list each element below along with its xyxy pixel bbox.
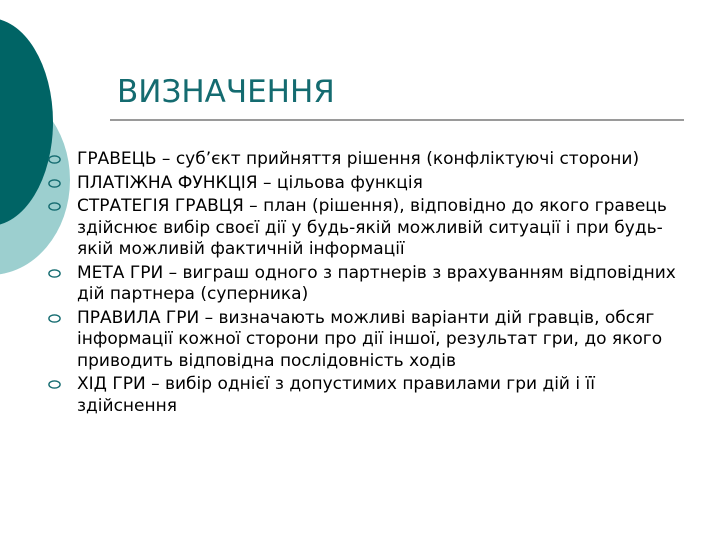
hollow-circle-bullet-icon — [48, 314, 61, 323]
hollow-circle-bullet-icon — [48, 155, 61, 164]
list-item-text: ПРАВИЛА ГРИ – визначають можливі варіанти дій гравців, обсяг інформації кожної сторони про дії іншої, результат гри, до якого приводить відповідна послідовність ходів — [77, 307, 663, 371]
list-item — [48, 196, 688, 261]
list-item — [48, 149, 688, 171]
list-item-text: ПЛАТІЖНА ФУНКЦІЯ – цільова функція — [77, 172, 423, 193]
slide-title: ВИЗНАЧЕННЯ — [117, 74, 335, 110]
list-item-text: МЕТА ГРИ – виграш одного з партнерів з врахуванням відповідних дій партнера (суперника) — [77, 262, 676, 304]
hollow-circle-bullet-icon — [48, 269, 61, 278]
list-item — [48, 308, 688, 373]
list-item — [48, 173, 688, 195]
list-item — [48, 263, 688, 306]
hollow-circle-bullet-icon — [48, 202, 61, 211]
list-item-text: СТРАТЕГІЯ ГРАВЦЯ – план (рішення), відповідно до якого гравець здійснює вибір своєї дії у будь-якій можливій ситуації і при будь-якій можливій фактичній інформації — [77, 196, 667, 259]
hollow-circle-bullet-icon — [48, 179, 61, 188]
definition-list — [48, 149, 688, 419]
hollow-circle-bullet-icon — [48, 380, 61, 389]
list-item — [48, 374, 688, 417]
list-item-text: ГРАВЕЦЬ – суб’єкт прийняття рішення (конфліктуючі сторони) — [77, 149, 640, 169]
list-item-text: ХІД ГРИ – вибір однієї з допустимих правилами гри дій і її здійснення — [77, 374, 595, 416]
title-divider — [110, 119, 684, 121]
